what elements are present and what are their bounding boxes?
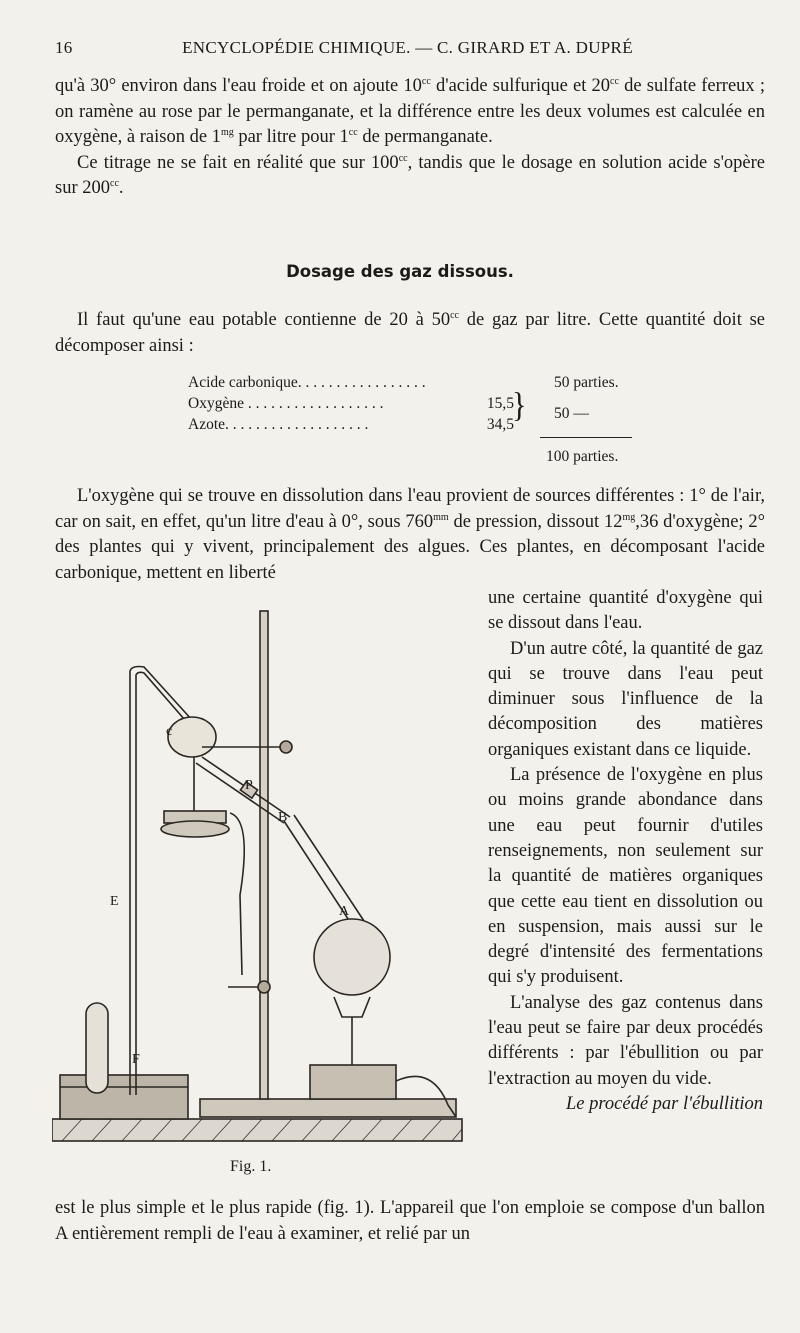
column-paragraph: La présence de l'oxygène en plus ou moins grande abondance dans une eau peut fournir d'utiles renseignements, non seulement sur la quantité de matières organiques que cette eau tient en dissolution ou en suspension, mais aussi sur le degré d'intensité des fermentations qui s'y produisent.: [488, 765, 763, 988]
apparatus-illustration: [52, 605, 472, 1145]
label-c: c: [166, 724, 173, 739]
subtotal: 50 —: [554, 405, 589, 422]
intro-text: [55, 74, 765, 202]
label-p: P: [245, 778, 253, 793]
label-a: A: [339, 904, 350, 919]
column-paragraph: L'analyse des gaz contenus dans l'eau peut se faire par deux procédés différents : par l'ébullition ou par l'extraction au moyen du vide.: [488, 992, 763, 1089]
column-paragraph: une certaine quantité d'oxygène qui se dissout dans l'eau.: [488, 588, 763, 634]
table-row: Oxygène . . . . . . . . . . . . . . . . . . 15,5: [188, 395, 514, 412]
label-b: B: [278, 810, 288, 825]
page-number: 16: [55, 38, 73, 57]
figure-apparatus: [52, 605, 472, 1145]
table-total: 100 parties.: [546, 448, 619, 465]
closing-paragraph: est le plus simple et le plus rapide (fig. 1). L'appareil que l'on emploie se compose d'un ballon A entièrement rempli de l'eau à examiner, et relié par un: [55, 1198, 765, 1244]
total-rule: [540, 437, 632, 438]
label-f: F: [132, 1052, 140, 1067]
running-title: ENCYCLOPÉDIE CHIMIQUE. — C. GIRARD ET A. DUPRÉ: [182, 38, 633, 57]
figure-caption: Fig. 1.: [230, 1158, 272, 1175]
gas-composition-table: [188, 372, 638, 465]
intro-paragraph: qu'à 30° environ dans l'eau froide et on ajoute $10^{cc}$ d'acide sulfurique et $20^{cc}$ de sulfate ferreux ; on ramène au rose par le permanganate, et la différence entre les deux volumes est calculée en oxygène, à raison de $1^{mg}$ par litre pour $1^{cc}$ de permanganate.: [55, 76, 765, 147]
table-row: Azote. . . . . . . . . . . . . . . . . . . 34,5: [188, 416, 514, 433]
gas-paragraph: Il faut qu'une eau potable contienne de 20 à $50^{cc}$ de gaz par litre. Cette quantité doit se décomposer ainsi :: [55, 310, 765, 356]
table-row: Acide carbonique. . . . . . . . . . . . . . . . . 50 parties.: [188, 374, 619, 391]
column-paragraph-italic: Le procédé par l'ébullition: [566, 1093, 763, 1114]
column-paragraph: D'un autre côté, la quantité de gaz qui se trouve dans l'eau peut diminuer sous l'influence de la décomposition des matières organiques existant dans ce liquide.: [488, 638, 763, 760]
brace: }: [512, 386, 527, 425]
label-e: E: [110, 894, 119, 909]
side-column: [488, 586, 763, 1117]
section-title: Dosage des gaz dissous.: [286, 262, 514, 281]
titrage-paragraph: Ce titrage ne se fait en réalité que sur $100^{cc}$, tandis que le dosage en solution acide s'opère sur $200^{cc}$.: [55, 152, 765, 198]
page-header: [55, 38, 760, 62]
oxygen-paragraph: L'oxygène qui se trouve en dissolution dans l'eau provient de sources différentes : 1° de l'air, car on sait, en effet, qu'un litre d'eau à 0°, sous $760^{mm}$ de pression, dissout $12^{mg},36$ d'oxygène; 2° des plantes qui y vivent, principalement des algues. Ces plantes, en décomposant l'acide carbonique, mettent en liberté: [55, 486, 765, 583]
